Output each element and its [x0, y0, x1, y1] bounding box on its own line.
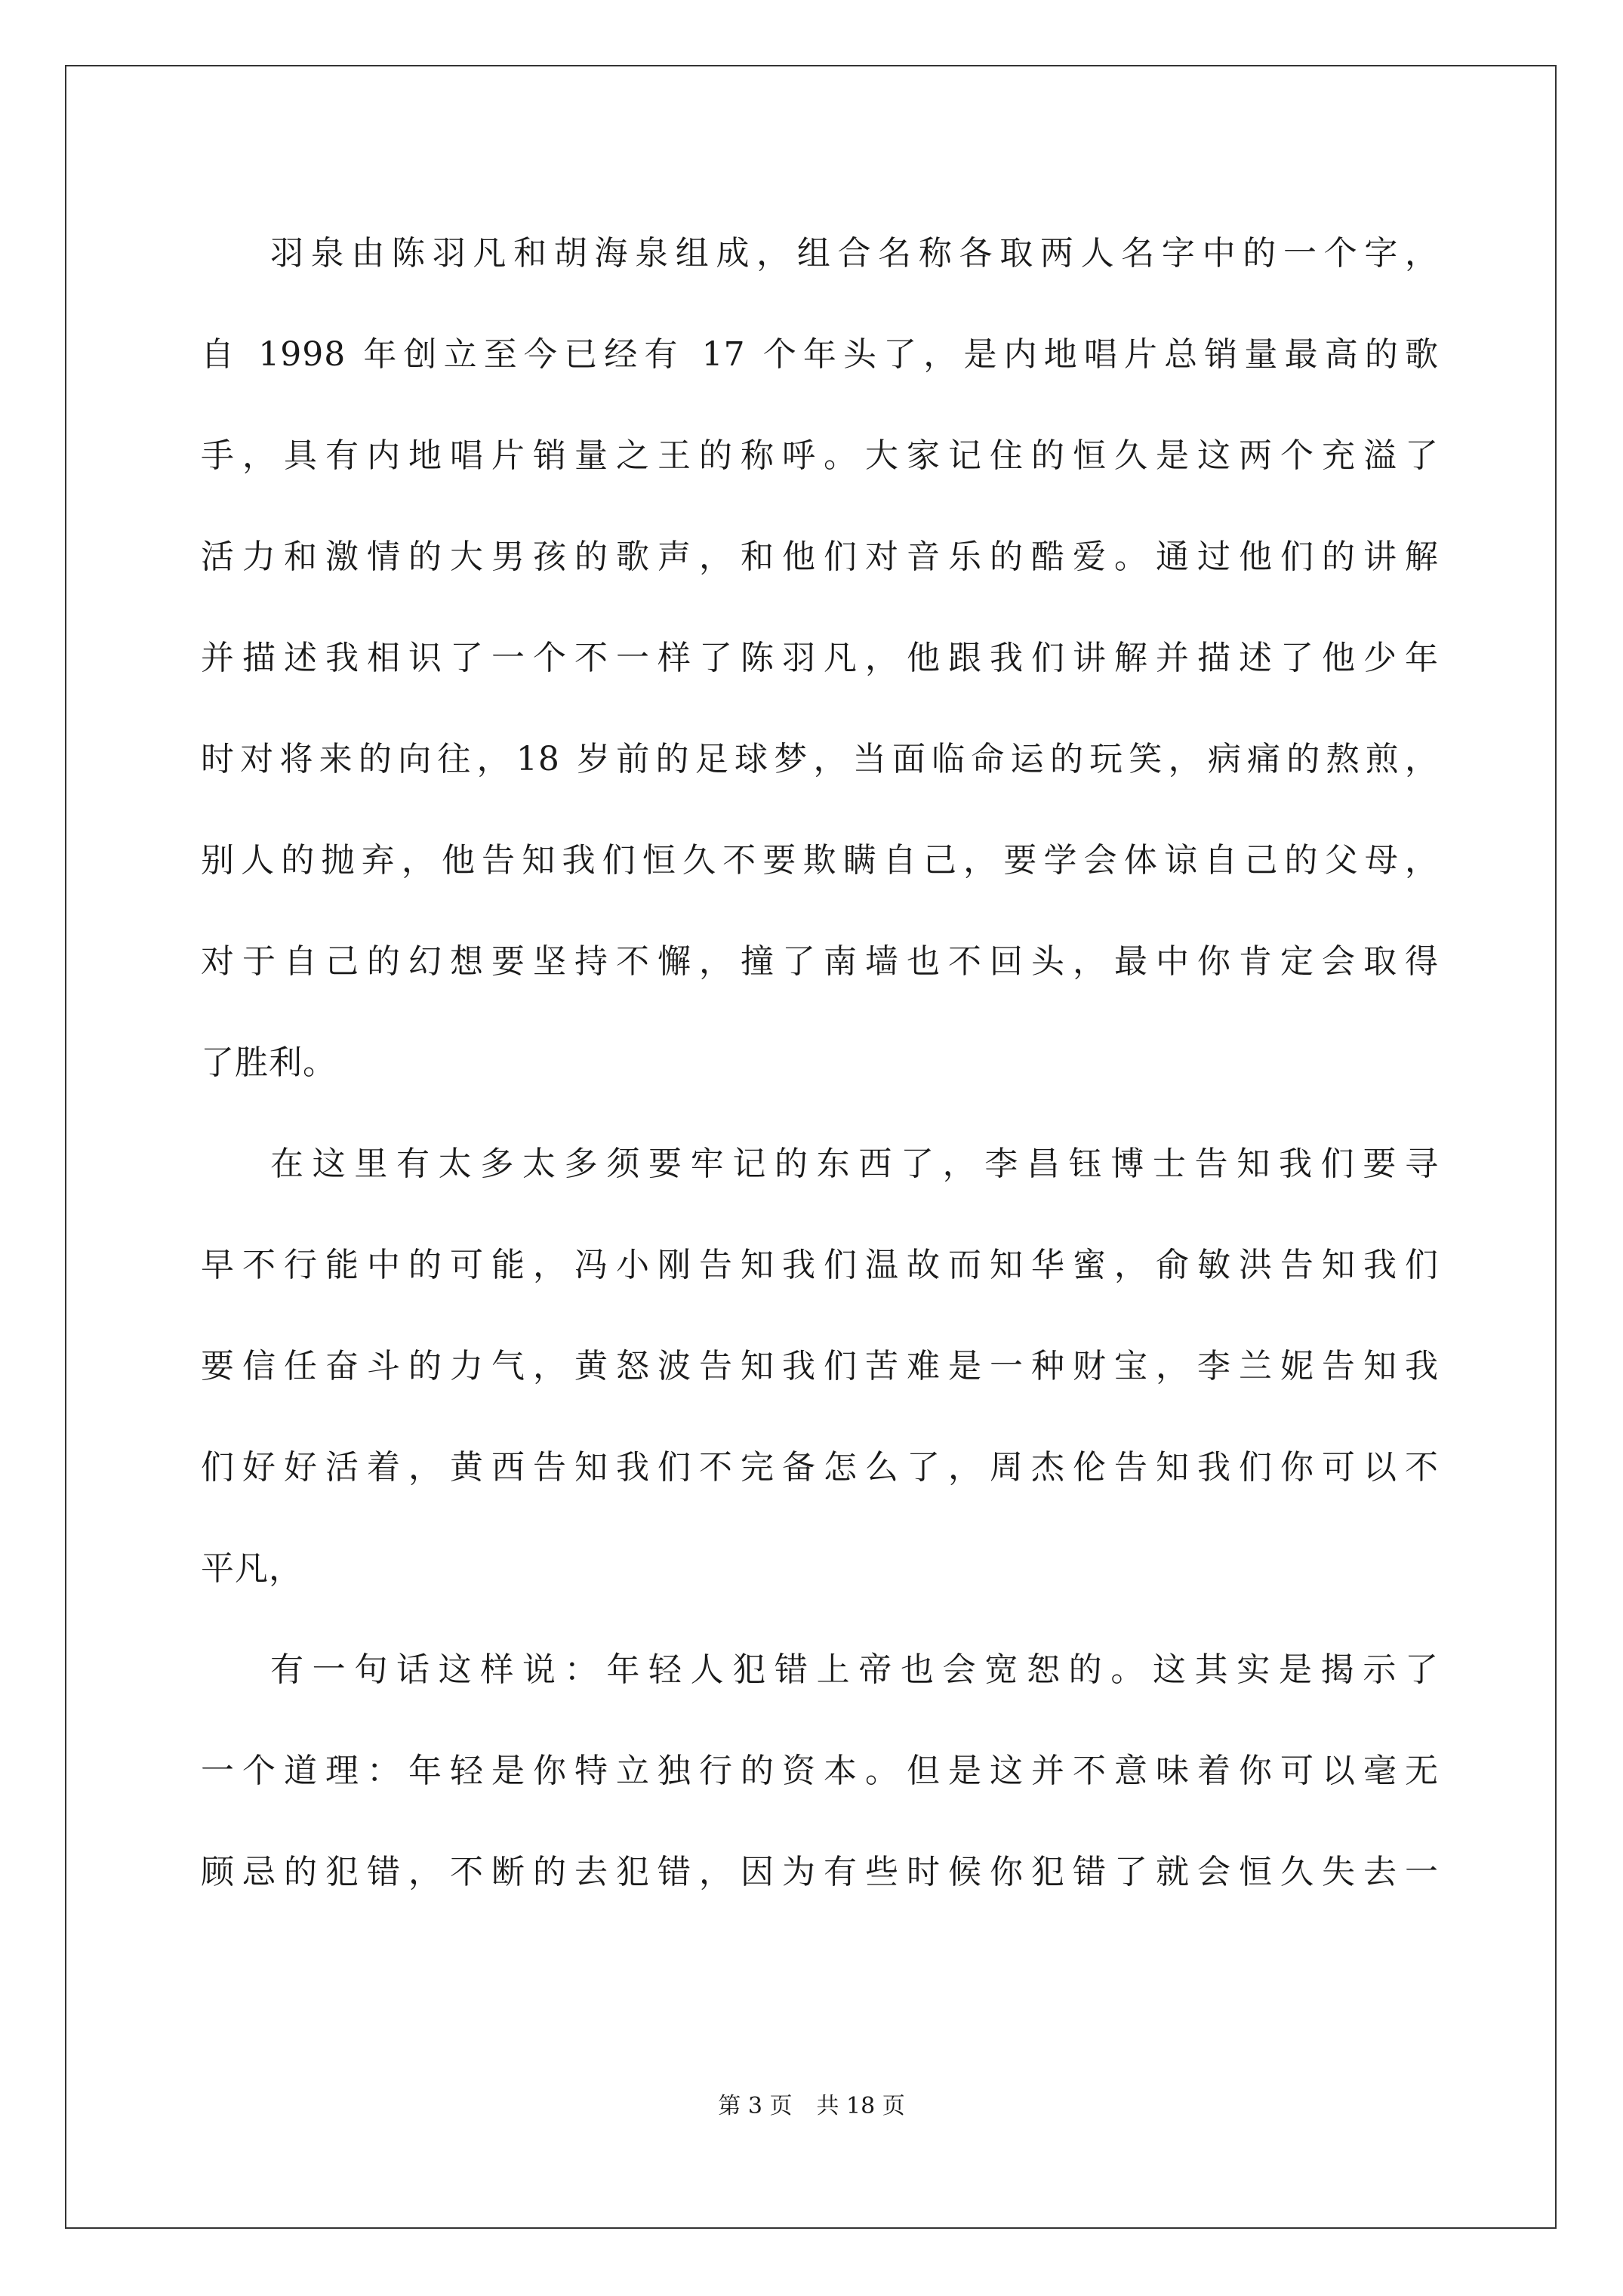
page-number: 第 3 页	[718, 2093, 793, 2119]
text-line: 一个道理：年轻是你特立独行的资本。但是这并不意味着你可以毫无	[201, 1752, 1439, 1790]
text-line: 了胜利。	[201, 1043, 337, 1082]
text-line: 们好好活着，黄西告知我们不完备怎么了，周杰伦告知我们你可以不	[201, 1448, 1439, 1487]
text-line: 要信任奋斗的力气，黄怒波告知我们苦难是一种财宝，李兰妮告知我	[201, 1347, 1439, 1385]
text-line: 平凡，	[201, 1549, 303, 1588]
page-footer	[0, 2087, 1623, 2120]
text-line: 在这里有太多太多须要牢记的东西了，李昌钰博士告知我们要寻	[270, 1145, 1439, 1183]
text-line: 有一句话这样说：年轻人犯错上帝也会宽恕的。这其实是揭示了	[270, 1650, 1439, 1689]
text-line: 别人的抛弃，他告知我们恒久不要欺瞒自己，要学会体谅自己的父母，	[201, 841, 1439, 880]
text-line: 手，具有内地唱片销量之王的称呼。大家记住的恒久是这两个充溢了	[201, 436, 1439, 475]
page-total: 共 18 页	[816, 2093, 905, 2119]
text-line: 早不行能中的可能，冯小刚告知我们温故而知华蜜，俞敏洪告知我们	[201, 1246, 1439, 1284]
text-line: 顾忌的犯错，不断的去犯错，因为有些时候你犯错了就会恒久失去一	[201, 1853, 1439, 1891]
text-line: 并描述我相识了一个不一样了陈羽凡，他跟我们讲解并描述了他少年	[201, 639, 1439, 677]
text-line: 时对将来的向往，18 岁前的足球梦，当面临命运的玩笑，病痛的熬煎，	[201, 740, 1439, 778]
text-line: 对于自己的幻想要坚持不懈，撞了南墙也不回头，最中你肯定会取得	[201, 942, 1439, 981]
text-line: 羽泉由陈羽凡和胡海泉组成，组合名称各取两人名字中的一个字，	[270, 234, 1439, 273]
text-line: 自 1998 年创立至今已经有 17 个年头了，是内地唱片总销量最高的歌	[201, 335, 1439, 374]
text-line: 活力和激情的大男孩的歌声，和他们对音乐的酷爱。通过他们的讲解	[201, 538, 1439, 576]
